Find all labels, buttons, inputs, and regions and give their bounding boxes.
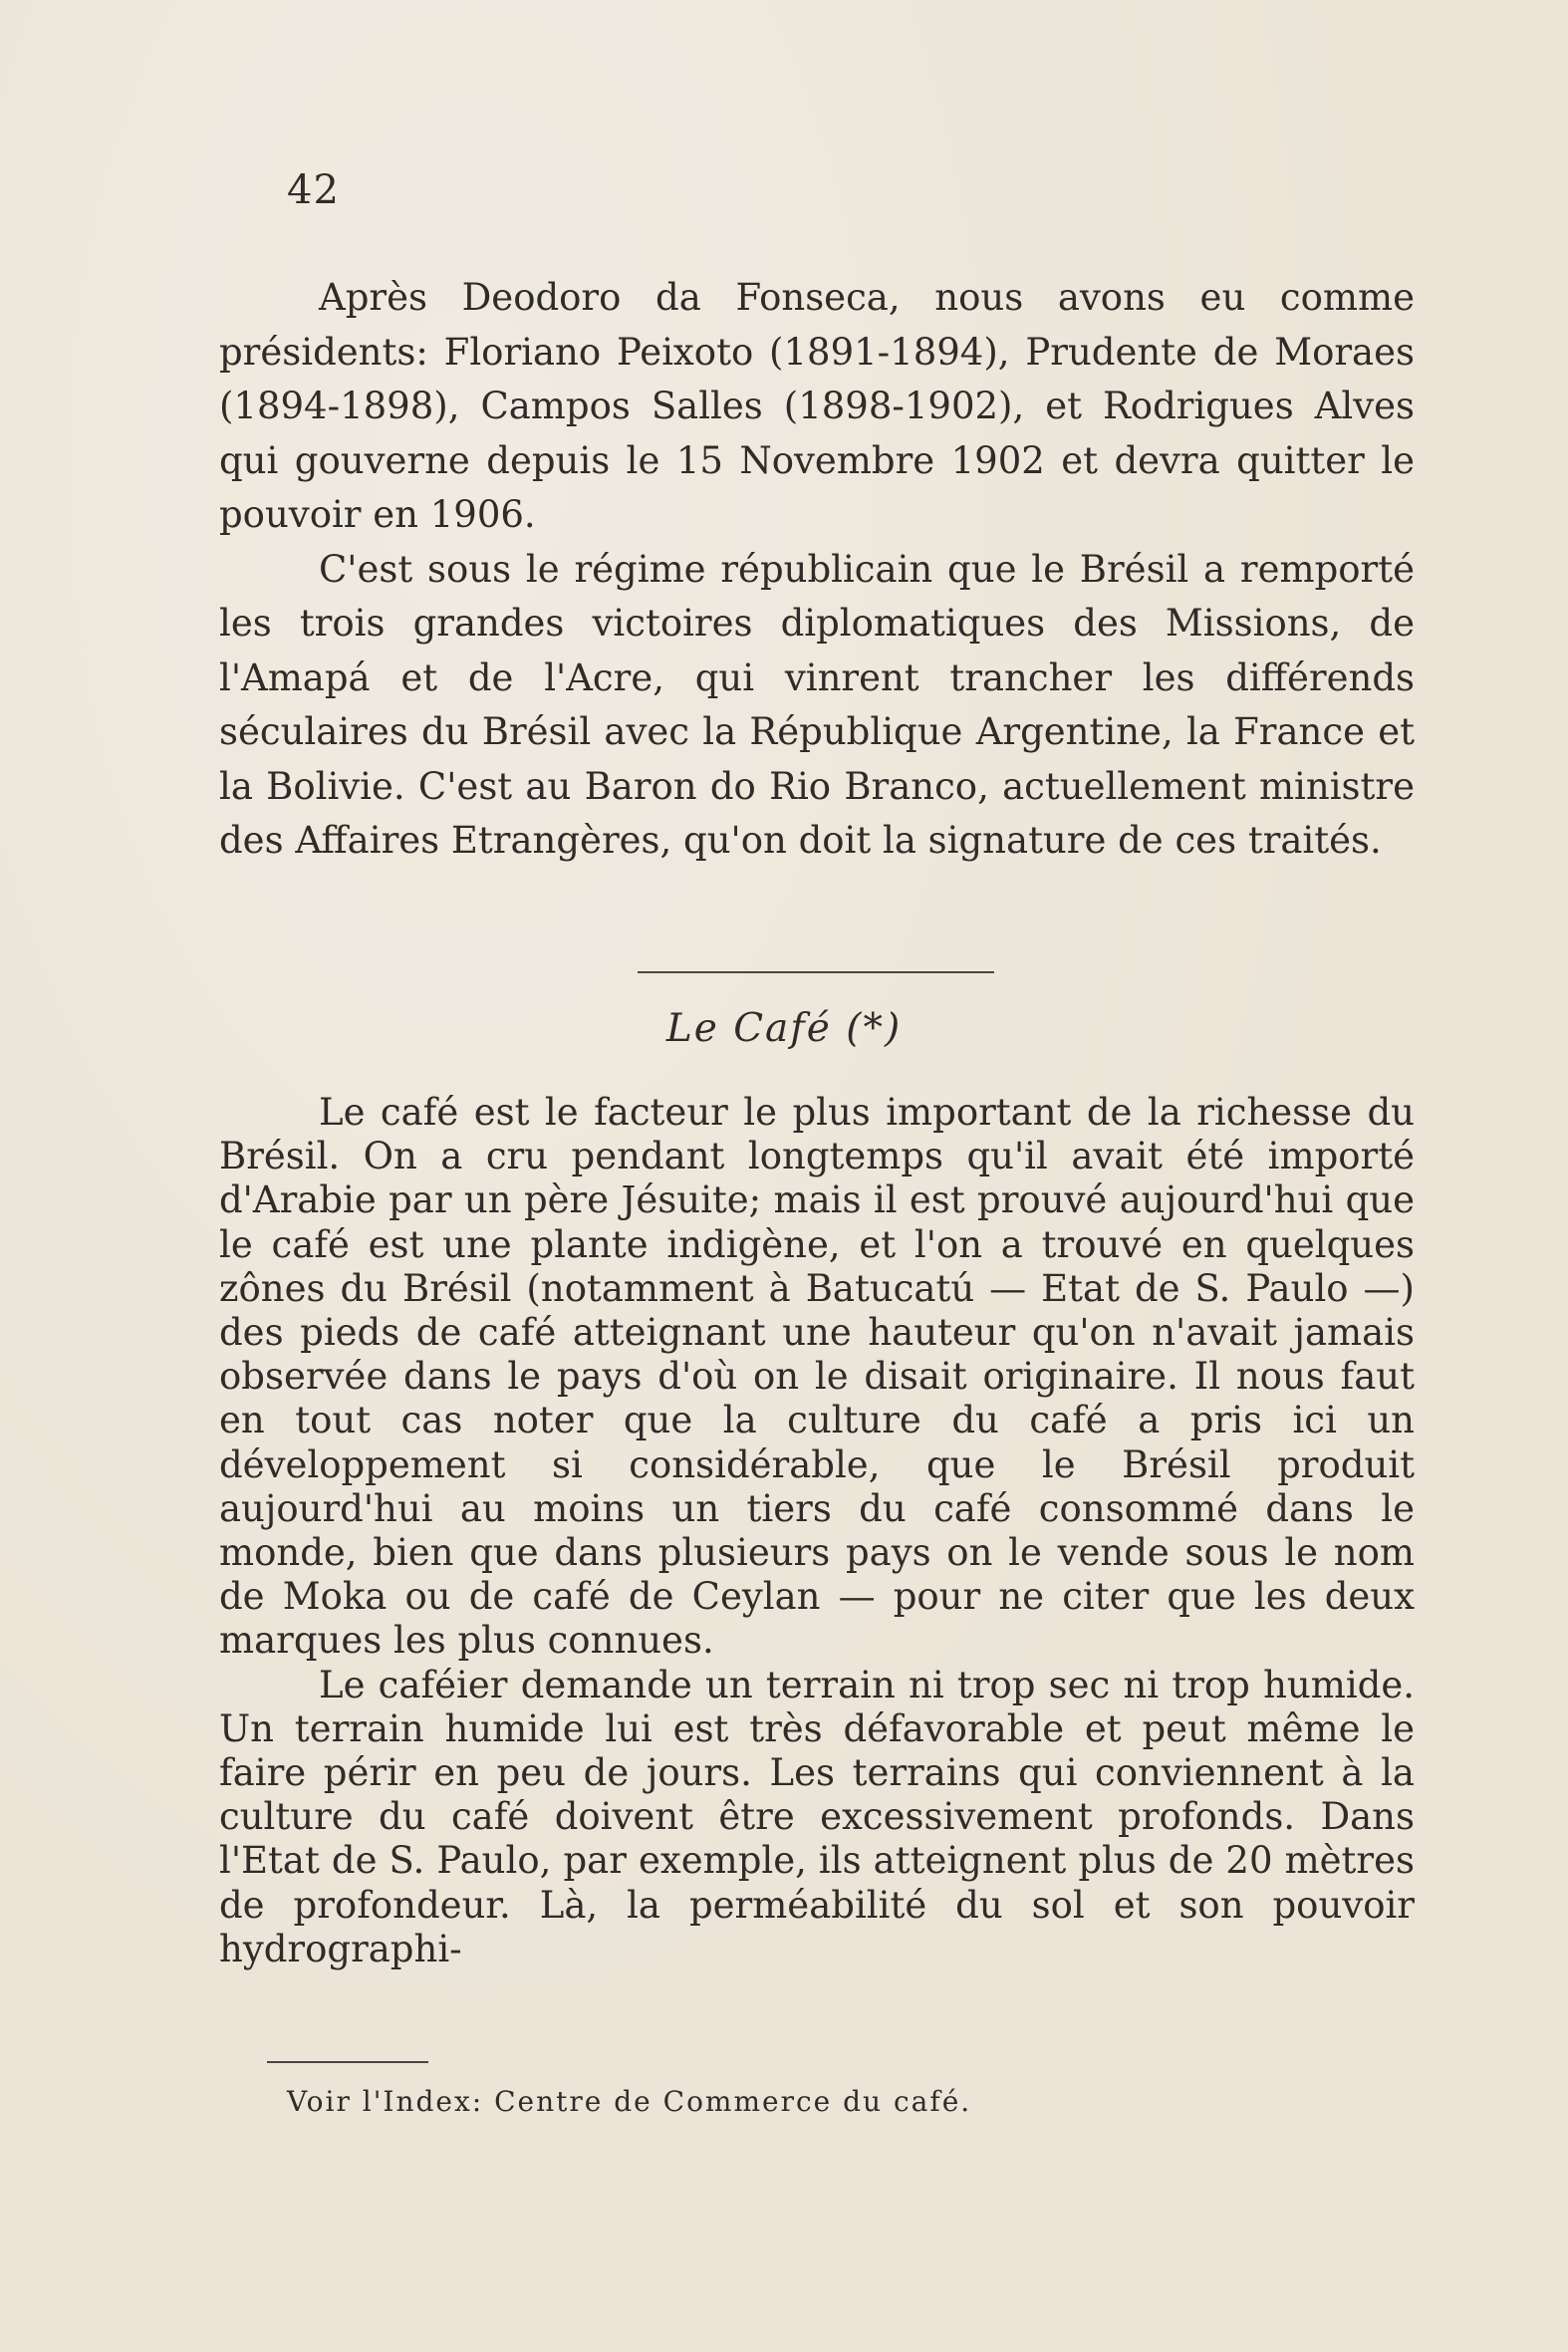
paragraph-cafe-richesse: Le café est le facteur le plus important de la richesse du Brésil. On a cru pendant longtemps qu'il avait été importé d'Arabie par un père Jésuite; mais il est prouvé aujourd'hui que le café est une plante indigène, et l'on a trouvé en quelques zônes du Brésil (notamment à Batucatú — Etat de S. Paulo —) des pieds de café atteignant une hauteur qu'on n'avait jamais observée dans le pays d'où on le disait originaire. Il nous faut en tout cas noter que la culture du café a pris ici un développement si considérable, que le Brésil produit aujourd'hui au moins un tiers du café consommé dans le monde, bien que dans plusieurs pays on le vende sous le nom de Moka ou de café de Ceylan — pour ne citer que les deux marques les plus connues. (219, 1091, 1415, 1663)
cafe-text (219, 1091, 1415, 1971)
intro-text (219, 271, 1415, 869)
page-number: 42 (287, 167, 340, 213)
paragraph-presidents: Après Deodoro da Fonseca, nous avons eu comme présidents: Floriano Peixoto (1891-1894), Prudente de Moraes (1894-1898), Campos Salles (1898-1902), et Rodrigues Alves qui gouverne depuis le 15 Novembre 1902 et devra quitter le pouvoir en 1906. (219, 276, 1415, 536)
paragraph-victoires: C'est sous le régime républicain que le Brésil a remporté les trois grandes victoires diplomatiques des Missions, de l'Amapá et de l'Acre, qui vinrent trancher les différends séculaires du Brésil avec la République Argentine, la France et la Bolivie. C'est au Baron do Rio Branco, actuellement ministre des Affaires Etrangères, qu'on doit la signature de ces traités. (219, 547, 1415, 862)
footnote: Voir l'Index: Centre de Commerce du café. (287, 2085, 972, 2118)
title-rule (638, 971, 994, 973)
section-title: Le Café (*) (665, 1006, 903, 1051)
footnote-rule (267, 2061, 428, 2063)
paragraph-cafe-terrain: Le caféier demande un terrain ni trop sec ni trop humide. Un terrain humide lui est très défavorable et peut même le faire périr en peu de jours. Les terrains qui conviennent à la culture du café doivent être excessivement profonds. Dans l'Etat de S. Paulo, par exemple, ils atteignent plus de 20 mètres de profondeur. Là, la perméabilité du sol et son pouvoir hydrographi- (219, 1663, 1415, 1970)
